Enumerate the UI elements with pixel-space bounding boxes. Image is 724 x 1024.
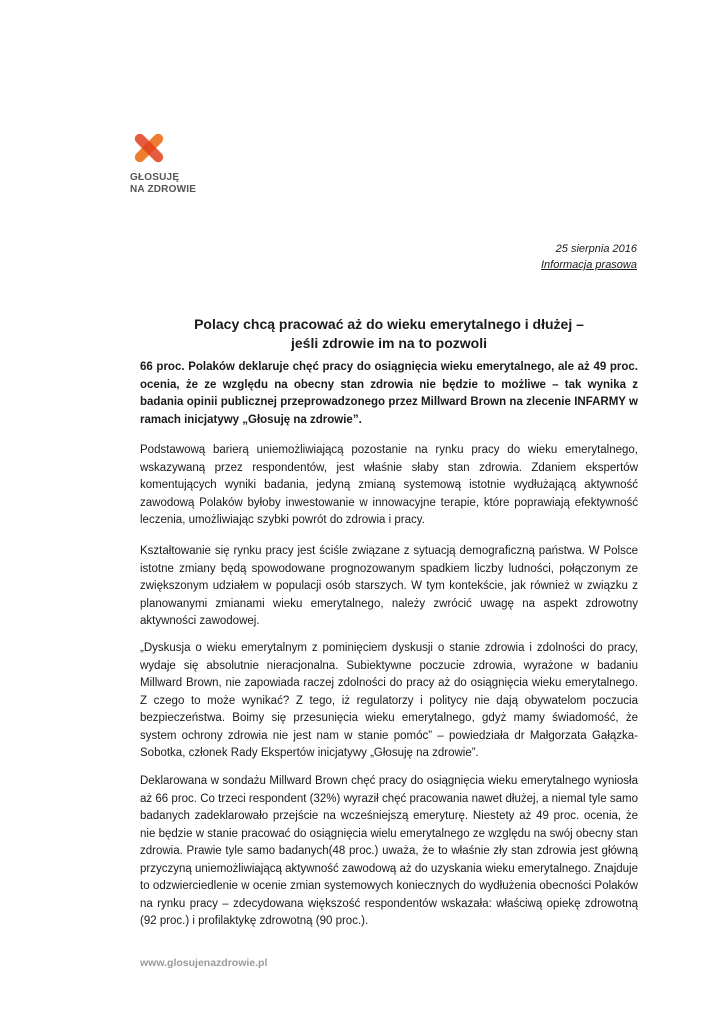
page-title <box>140 315 638 353</box>
document-kind: Informacja prasowa <box>541 259 637 271</box>
title-line-1: Polacy chcą pracować aż do wieku emerytalnego i dłużej – <box>194 316 584 332</box>
logo-line-2: NA ZDROWIE <box>130 184 197 195</box>
body-paragraph-2: Kształtowanie się rynku pracy jest ściśle związane z sytuacją demograficzną państwa. W Polsce istotne zmiany będą spowodowane prognozowanym spadkiem liczby ludności, połączonym ze zwiększonym udziałem w populacji osób starszych. W tym kontekście, jak również w związku z planowanymi zmianami wieku emerytalnego, należy zwrócić uwagę na aspekt zdrowotny aktywności zawodowej. <box>140 545 638 627</box>
brand-logo <box>130 130 210 196</box>
title-line-2: jeśli zdrowie im na to pozwoli <box>290 335 488 351</box>
logo-cross-icon <box>130 130 168 166</box>
footer-url: www.glosujenazdrowie.pl <box>140 957 268 969</box>
lead-paragraph: 66 proc. Polaków deklaruje chęć pracy do osiągnięcia wieku emerytalnego, ale aż 49 proc. ocenia, że ze względu na obecny stan zdrowia nie będzie to możliwe – tak wynika z badania opinii publicznej przeprowadzonego przez Millward Brown na zlecenie INFARMY w ramach inicjatywy „Głosuję na zdrowie”. <box>140 361 638 426</box>
logo-wordmark <box>130 172 210 196</box>
document-date: 25 sierpnia 2016 <box>555 243 637 255</box>
body-paragraph-3: „Dyskusja o wieku emerytalnym z pominięciem dyskusji o stanie zdrowia i zdolności do pracy, wydaje się absolutnie nieracjonalna. Subiektywne poczucie zdrowia, wyrażone w badaniu Millward Brown, nie zapowiada raczej zdolności do pracy aż do osiągnięcia wieku emerytalnego. Z czego to może wynikać? Z tego, iż regulatorzy i politycy nie dają obywatelom poczucia bezpieczeństwa. Boimy się przesunięcia wieku emerytalnego, gdyż mamy świadomość, że system ochrony zdrowia nie jest nam w stanie pomóc” – powiedziała dr Małgorzata Gałązka-Sobotka, członek Rady Ekspertów inicjatywy „Głosuję na zdrowie”. <box>140 642 638 759</box>
body-paragraph-4: Deklarowana w sondażu Millward Brown chęć pracy do osiągnięcia wieku emerytalnego wyniosła aż 66 proc. Co trzeci respondent (32%) wyraził chęć pracowania nawet dłużej, a niemal tyle samo badanych zadeklarowało przejście na wcześniejszą emeryturę. Niestety aż 49 proc. ocenia, że nie będzie w stanie pracować do osiągnięcia wielu emerytalnego ze względu na swój obecny stan zdrowia. Prawie tyle samo badanych(48 proc.) uważa, że to właśnie zły stan zdrowia jest główną przyczyną uniemożliwiającą aktywność zawodową aż do uzyskania wieku emerytalnego. Znajduje to odzwierciedlenie w ocenie zmian systemowych koniecznych do wydłużenia obecności Polaków na rynku pracy – zdecydowana większość respondentów wskazała: właściwą opiekę zdrowotną (92 proc.) i profilaktykę zdrowotną (90 proc.). <box>140 775 638 927</box>
document-meta <box>541 241 637 273</box>
body-paragraph-1: Podstawową barierą uniemożliwiającą pozostanie na rynku pracy do wieku emerytalnego, wskazywaną przez respondentów, jest właśnie słaby stan zdrowia. Zdaniem ekspertów komentujących wyniki badania, jedyną zmianą systemową istotnie wydłużającą aktywność zawodową Polaków byłoby inwestowanie w innowacyjne terapie, które poprawiają efektywność leczenia, umożliwiając szybki powrót do zdrowia i pracy. <box>140 444 638 526</box>
logo-line-1: GŁOSUJĘ <box>130 172 180 183</box>
